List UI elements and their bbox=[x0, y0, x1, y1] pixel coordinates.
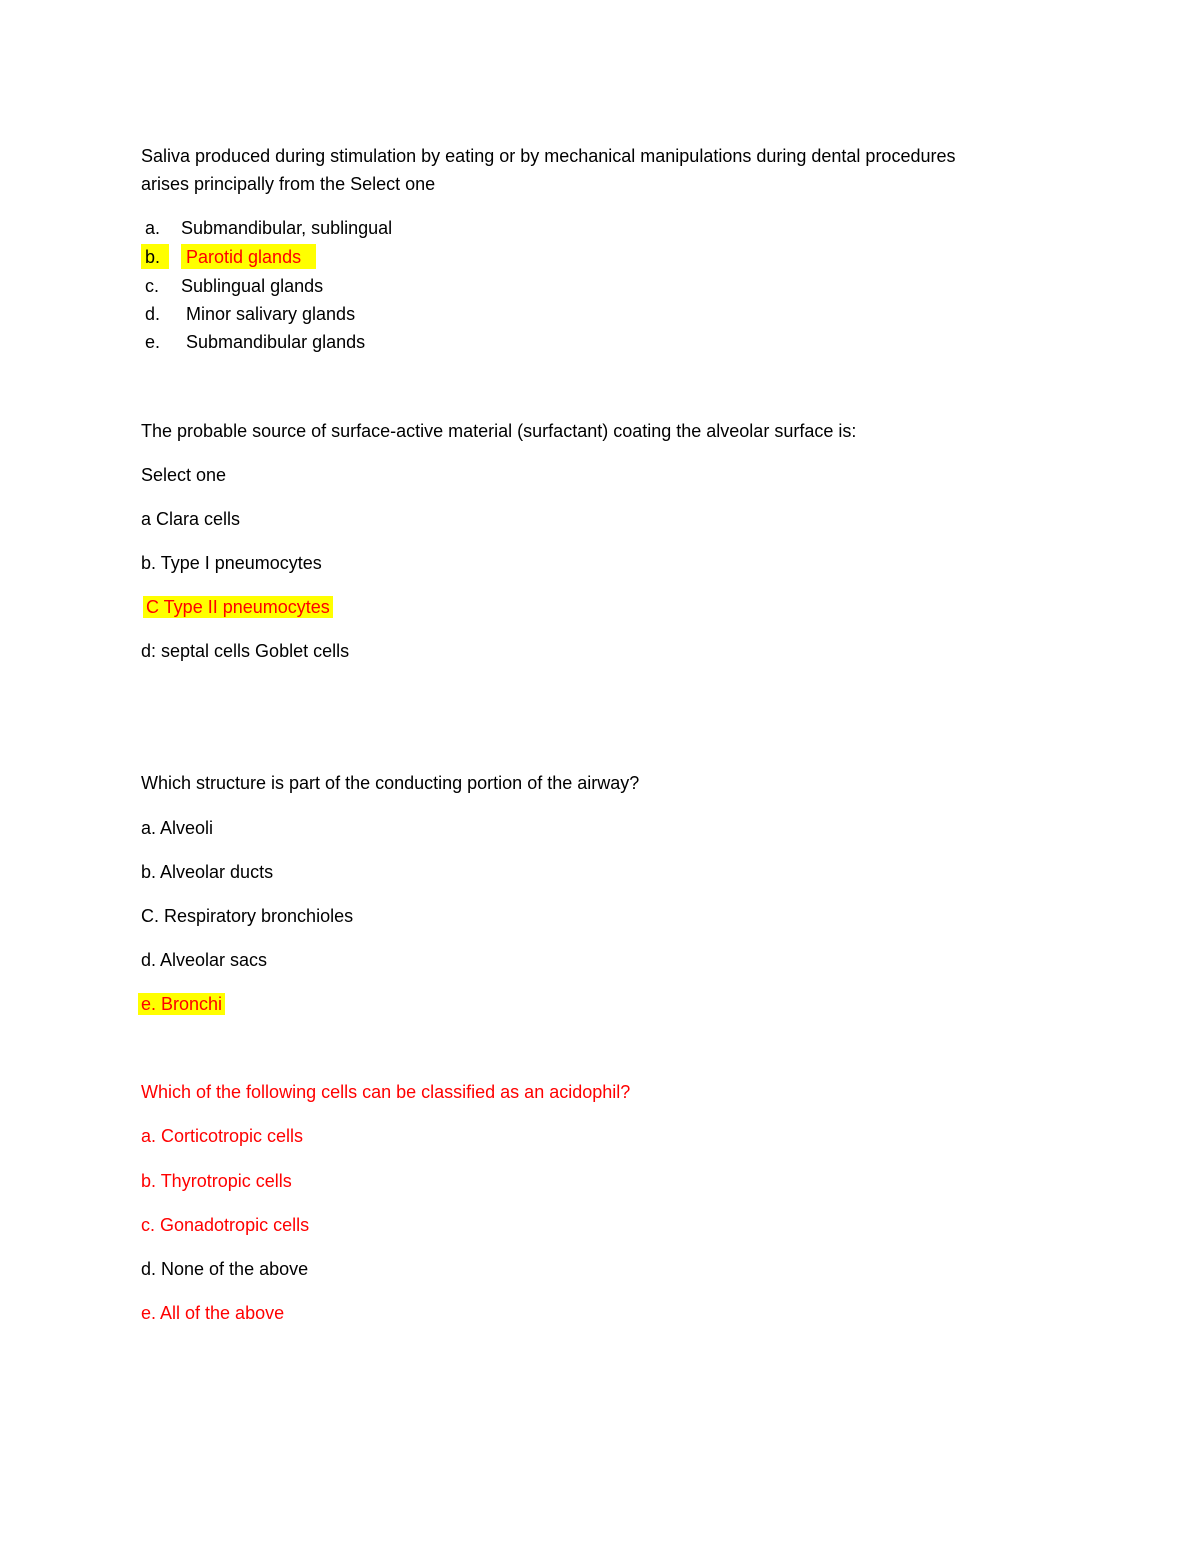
q1-question-line-1: Saliva produced during stimulation by eating or by mechanical manipulations during dental procedures bbox=[141, 146, 956, 166]
q1-option-e-text: Submandibular glands bbox=[186, 332, 366, 352]
q2-option-c-text: C Type II pneumocytes bbox=[143, 596, 333, 618]
q2-option-d: d: septal cells Goblet cells bbox=[141, 641, 350, 661]
q1-option-a-letter: a. bbox=[145, 218, 161, 238]
q2-question: The probable source of surface-active material (surfactant) coating the alveolar surface is: bbox=[141, 421, 857, 441]
q1-option-c-letter: c. bbox=[145, 276, 160, 296]
q1-option-d-text: Minor salivary glands bbox=[186, 304, 356, 324]
q1-option-e-letter: e. bbox=[145, 332, 161, 352]
q1-option-d-letter: d. bbox=[145, 304, 161, 324]
q1-option-b-text: Parotid glands bbox=[186, 247, 302, 267]
q4-option-d: d. None of the above bbox=[141, 1259, 309, 1279]
q3-option-e-answer bbox=[138, 992, 225, 1016]
q2-select-one: Select one bbox=[141, 465, 227, 485]
q3-question: Which structure is part of the conducting portion of the airway? bbox=[141, 773, 640, 793]
q1-option-a-text: Submandibular, sublingual bbox=[181, 218, 393, 238]
q4-option-c: c. Gonadotropic cells bbox=[141, 1215, 310, 1235]
q3-option-d: d. Alveolar sacs bbox=[141, 950, 268, 970]
q2-option-a: a Clara cells bbox=[141, 509, 241, 529]
q3-option-a: a. Alveoli bbox=[141, 818, 214, 838]
q1-option-b-letter: b. bbox=[145, 247, 161, 267]
q4-option-a: a. Corticotropic cells bbox=[141, 1126, 304, 1146]
q3-option-e-text: e. Bronchi bbox=[138, 993, 225, 1015]
q3-option-b: b. Alveolar ducts bbox=[141, 862, 274, 882]
q3-option-c: C. Respiratory bronchioles bbox=[141, 906, 354, 926]
q2-option-b: b. Type I pneumocytes bbox=[141, 553, 322, 573]
q1-question-line-2: arises principally from the Select one bbox=[141, 174, 436, 194]
q1-option-c-text: Sublingual glands bbox=[181, 276, 324, 296]
q4-question: Which of the following cells can be classified as an acidophil? bbox=[141, 1082, 631, 1102]
q4-option-e: e. All of the above bbox=[141, 1303, 285, 1323]
q4-option-b: b. Thyrotropic cells bbox=[141, 1171, 292, 1191]
q2-option-c-answer bbox=[143, 595, 333, 619]
